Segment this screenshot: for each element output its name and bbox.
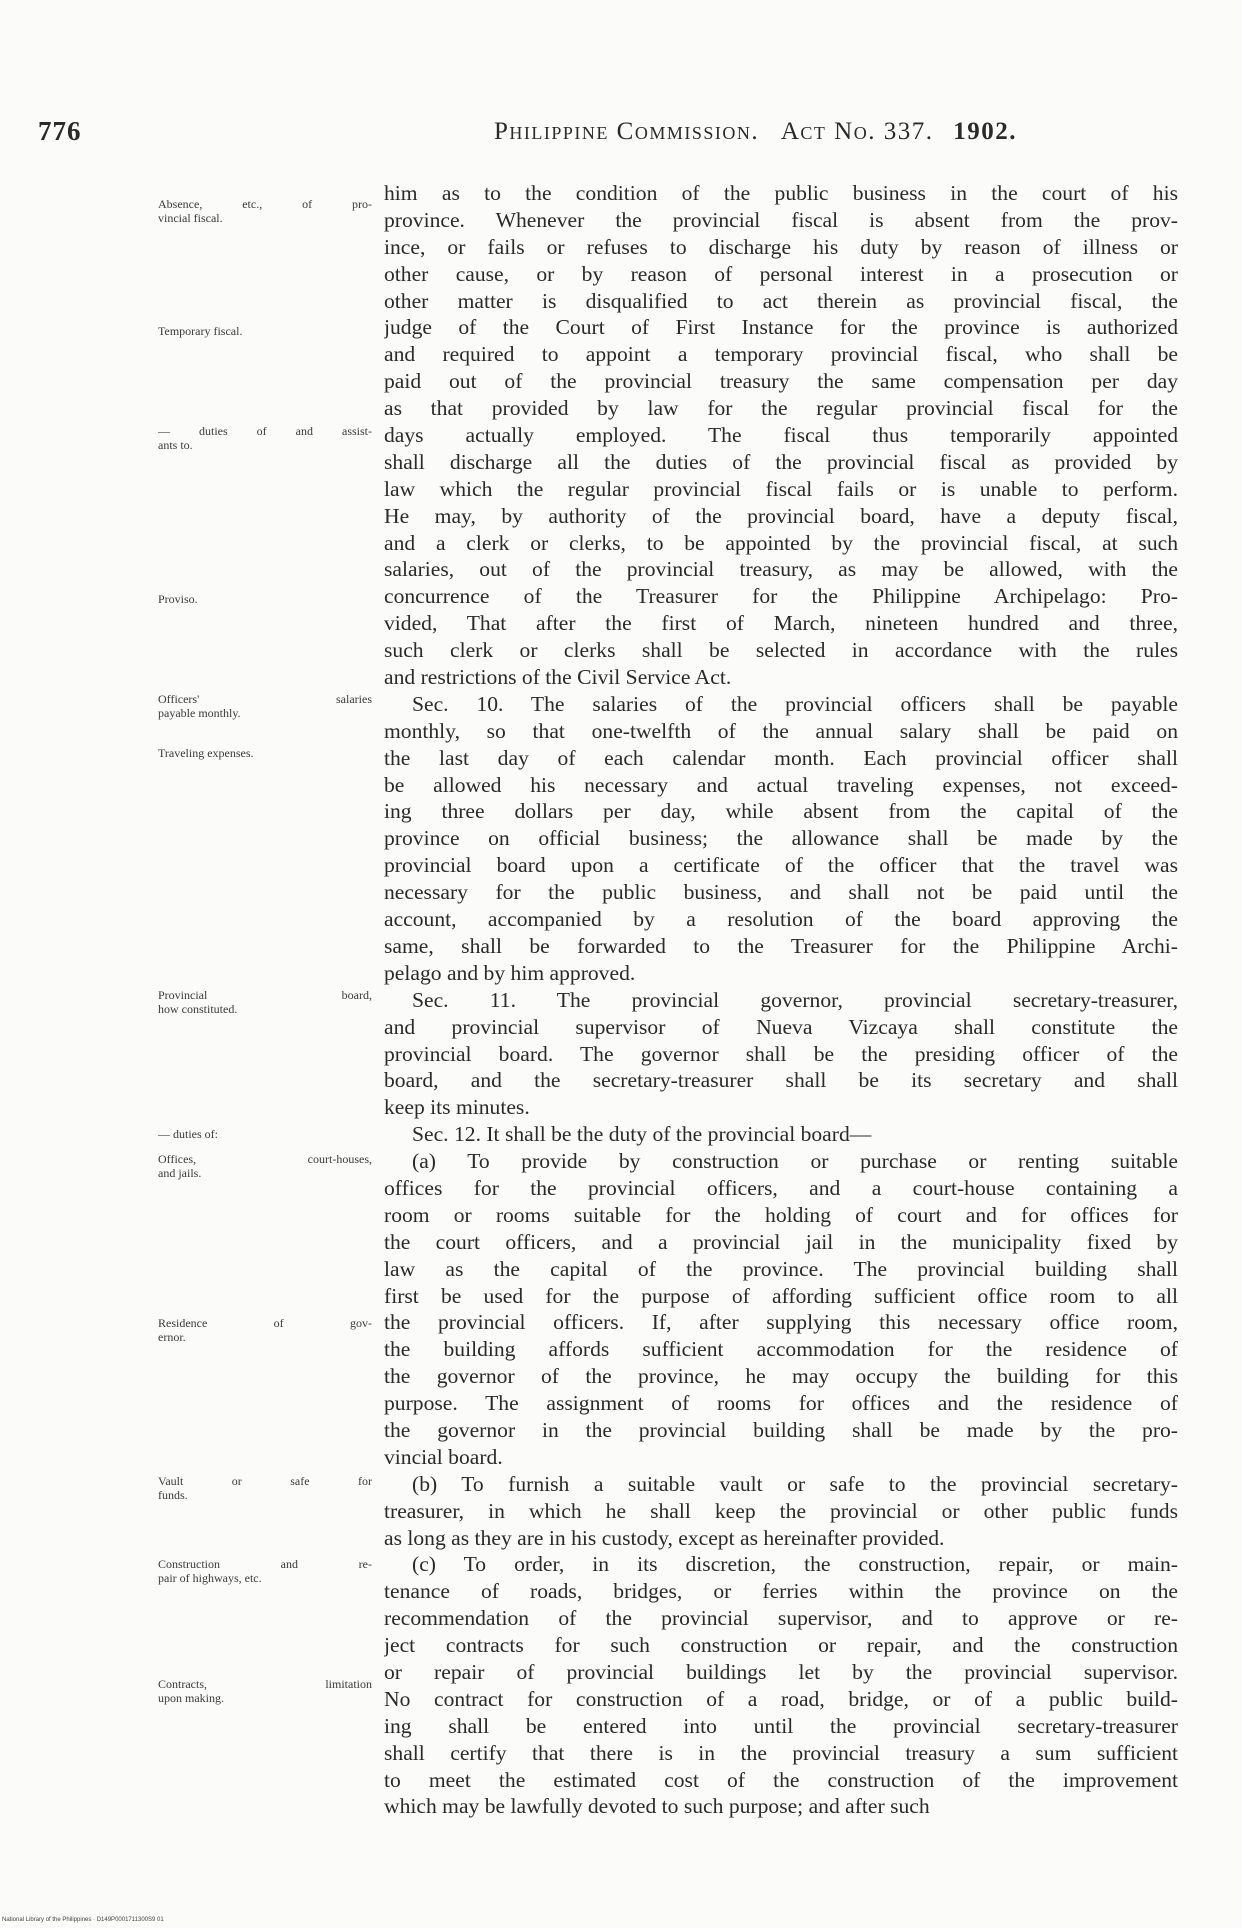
text-line: room or rooms suitable for the holding of court and for offices for [384,1202,1178,1227]
text-line: the governor in the provincial building shall be made by the pro- [384,1417,1178,1442]
running-head-year: 1902. [953,118,1017,145]
text-line: law which the regular provincial fiscal fails or is unable to perform. [384,476,1178,501]
margin-note-line: ernor. [158,1330,186,1344]
text-line: Sec. 12. It shall be the duty of the provincial board— [412,1122,872,1147]
text-line: first be used for the purpose of affording sufficient office room to all [384,1283,1178,1308]
margin-note [158,1152,372,1180]
text-line: or repair of provincial buildings let by the provincial supervisor. [384,1659,1178,1684]
text-line: the building affords sufficient accommodation for the residence of [384,1337,1178,1362]
text-line: him as to the condition of the public business in the court of his [384,181,1178,205]
margin-note-line: how constituted. [158,1002,238,1016]
text-line: other cause, or by reason of personal interest in a prosecution or [384,261,1178,286]
margin-note-line: ants to. [158,438,193,452]
running-head [494,118,1017,146]
margin-note [158,197,372,225]
text-line: treasurer, in which he shall keep the provincial or other public funds [384,1498,1178,1523]
text-line: No contract for construction of a road, bridge, or of a public build- [384,1686,1178,1711]
text-line: and required to appoint a temporary provincial fiscal, who shall be [384,342,1178,367]
margin-note [158,324,372,338]
margin-note [158,988,372,1016]
margin-note-line: Officers' salaries [158,692,372,706]
page-number: 776 [38,116,82,146]
text-line: concurrence of the Treasurer for the Philippine Archipelago: Pro- [384,584,1178,609]
text-line: same, shall be forwarded to the Treasurer for the Philippine Archi- [384,933,1178,958]
margin-note-line: Provincial board, [158,988,372,1002]
text-line: account, accompanied by a resolution of the board approving the [384,907,1178,932]
margin-note-line: and jails. [158,1166,202,1180]
text-line: necessary for the public business, and shall not be paid until the [384,880,1178,905]
text-line: and restrictions of the Civil Service Act. [384,665,732,690]
text-line: the court officers, and a provincial jail in the municipality fixed by [384,1229,1178,1254]
text-line: (c) To order, in its discretion, the construction, repair, or main- [412,1552,1178,1577]
margin-note-line: vincial fiscal. [158,211,223,225]
text-line: shall discharge all the duties of the provincial fiscal as provided by [384,449,1178,474]
text-line: (b) To furnish a suitable vault or safe to the provincial secretary- [412,1471,1178,1496]
text-line: shall certify that there is in the provincial treasury a sum sufficient [384,1740,1178,1765]
text-line: and a clerk or clerks, to be appointed by the provincial fiscal, at such [384,530,1178,555]
margin-note-line: Construction and re- [158,1557,372,1571]
margin-note-line: upon making. [158,1691,224,1705]
text-line: purpose. The assignment of rooms for offices and the residence of [384,1391,1178,1416]
margin-note-line: Residence of gov- [158,1316,372,1330]
running-head-act: Act No. 337. [780,118,934,145]
text-line: tenance of roads, bridges, or ferries within the province on the [384,1579,1178,1604]
text-line: and provincial supervisor of Nueva Vizcaya shall constitute the [384,1014,1178,1039]
text-line: such clerk or clerks shall be selected in accordance with the rules [384,638,1178,663]
margin-note-line: payable monthly. [158,706,241,720]
text-line: pelago and by him approved. [384,960,636,985]
text-line: offices for the provincial officers, and a court-house containing a [384,1175,1178,1200]
margin-note-line: Contracts, limitation [158,1677,372,1691]
margin-note-line: — duties of: [158,1127,218,1141]
text-line: ing shall be entered into until the provincial secretary-treasurer [384,1713,1178,1738]
margin-note-line: Traveling expenses. [158,746,254,760]
text-line: days actually employed. The fiscal thus temporarily appointed [384,423,1178,448]
text-line: judge of the Court of First Instance for the province is authorized [384,315,1178,340]
margin-note-line: Proviso. [158,592,198,606]
margin-note-line: Absence, etc., of pro- [158,197,372,211]
text-line: paid out of the provincial treasury the same compensation per day [384,369,1178,394]
margin-note-line: Vault or safe for [158,1474,372,1488]
text-line: recommendation of the provincial supervisor, and to approve or re- [384,1606,1178,1631]
margin-note [158,1316,372,1344]
text-line: provincial board upon a certificate of the officer that the travel was [384,853,1178,878]
text-line: the provincial officers. If, after supplying this necessary office room, [384,1310,1178,1335]
margin-note [158,424,372,452]
text-line: as long as they are in his custody, except as hereinafter provided. [384,1525,945,1550]
margin-note [158,592,372,606]
text-line: as that provided by law for the regular provincial fiscal for the [384,396,1178,421]
text-line: which may be lawfully devoted to such purpose; and after such [384,1794,930,1819]
margin-note [158,692,372,720]
text-line: vincial board. [384,1444,503,1469]
text-line: ject contracts for such construction or repair, and the construction [384,1633,1178,1658]
text-line: He may, by authority of the provincial board, have a deputy fiscal, [384,503,1178,528]
text-line: the governor of the province, he may occupy the building for this [384,1364,1178,1389]
text-line: the last day of each calendar month. Each provincial officer shall [384,745,1178,770]
digitization-footer: National Library of the Philippines · D149P0001711300S9 01 [2,1917,164,1923]
margin-note [158,1127,372,1141]
text-line: other matter is disqualified to act therein as provincial fiscal, the [384,288,1178,313]
margin-note-line: Temporary fiscal. [158,324,243,338]
margin-note [158,1474,372,1502]
margin-note-line: funds. [158,1488,188,1502]
text-line: provincial board. The governor shall be the presiding officer of the [384,1041,1178,1066]
text-line: ing three dollars per day, while absent from the capital of the [384,799,1178,824]
text-line: ince, or fails or refuses to discharge his duty by reason of illness or [384,234,1178,259]
margin-note [158,746,372,760]
text-line: salaries, out of the provincial treasury, as may be allowed, with the [384,557,1178,582]
text-line: province on official business; the allowance shall be made by the [384,826,1178,851]
margin-note [158,1677,372,1705]
text-line: Sec. 11. The provincial governor, provincial secretary-treasurer, [412,987,1178,1012]
text-line: board, and the secretary-treasurer shall be its secretary and shall [384,1068,1178,1093]
margin-note-line: pair of highways, etc. [158,1571,262,1585]
text-line: be allowed his necessary and actual traveling expenses, not exceed- [384,772,1178,797]
body-text [384,180,1178,1820]
text-line: vided, That after the first of March, nineteen hundred and three, [384,611,1178,636]
text-line: keep its minutes. [384,1095,530,1120]
text-line: law as the capital of the province. The provincial building shall [384,1256,1178,1281]
text-line: province. Whenever the provincial fiscal is absent from the prov- [384,207,1178,232]
text-line: (a) To provide by construction or purchase or renting suitable [412,1149,1178,1174]
running-head-title: Philippine Commission. [494,118,760,145]
text-line: to meet the estimated cost of the construction of the improvement [384,1767,1178,1792]
text-line: Sec. 10. The salaries of the provincial officers shall be payable [412,691,1178,716]
margin-note [158,1557,372,1585]
text-line: monthly, so that one-twelfth of the annual salary shall be paid on [384,718,1178,743]
margin-note-line: Offices, court-houses, [158,1152,372,1166]
margin-note-line: — duties of and assist- [158,424,372,438]
